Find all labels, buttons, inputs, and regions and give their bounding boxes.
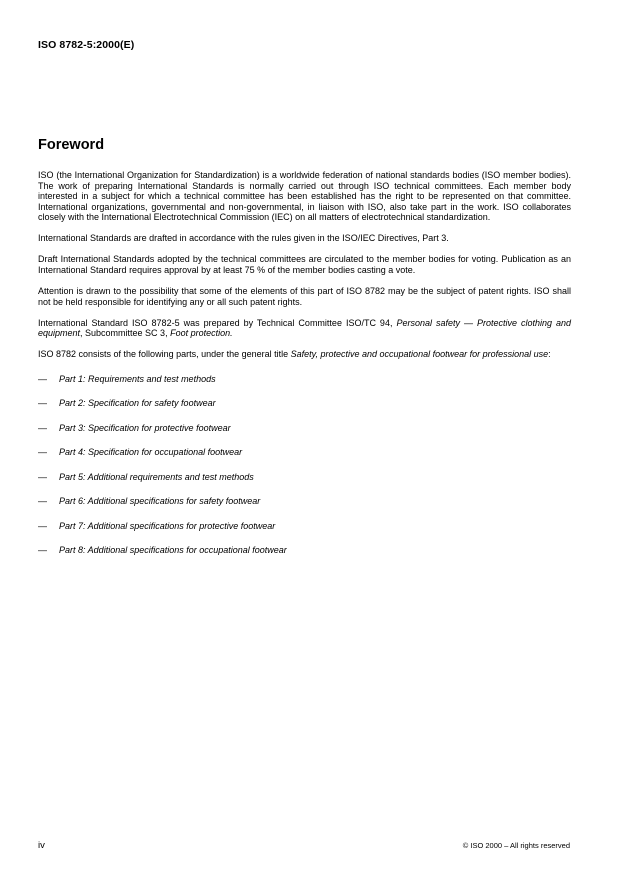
list-item: [38, 472, 571, 483]
parts-list: [38, 374, 571, 556]
part-label: Part 7: Additional specifications for protective footwear: [59, 520, 276, 531]
part-label: Part 4: Specification for occupational footwear: [59, 447, 243, 458]
page-number: iv: [38, 840, 45, 851]
list-item: [38, 447, 571, 458]
list-item: [38, 398, 571, 409]
paragraph-parts-intro: [38, 349, 571, 360]
list-item: [38, 374, 571, 385]
part-label: Part 8: Additional specifications for occupational footwear: [59, 545, 287, 556]
list-dash: —: [38, 545, 47, 556]
paragraph-prepared-by: [38, 318, 571, 339]
parts-intro-text: ISO 8782 consists of the following parts, under the general title: [38, 349, 291, 360]
copyright-notice: © ISO 2000 – All rights reserved: [462, 841, 570, 850]
list-dash: —: [38, 373, 47, 384]
document-id: ISO 8782-5:2000(E): [38, 39, 135, 51]
part-label: Part 3: Specification for protective footwear: [59, 422, 231, 433]
committee-title: Personal safety — Protective clothing and equipment: [38, 317, 572, 339]
list-dash: —: [38, 447, 47, 458]
paragraph-directives: International Standards are drafted in accordance with the rules given in the ISO/IEC Directives, Part 3.: [38, 233, 449, 244]
part-label: Part 6: Additional specifications for safety footwear: [59, 496, 261, 507]
parts-intro-colon: :: [548, 349, 551, 360]
subcommittee-text: , Subcommittee SC 3,: [80, 328, 171, 339]
subcommittee-title: Foot protection.: [170, 328, 233, 339]
list-dash: —: [38, 398, 47, 409]
list-item: [38, 545, 571, 556]
list-dash: —: [38, 422, 47, 433]
list-item: [38, 521, 571, 532]
part-label: Part 2: Specification for safety footwear: [59, 398, 216, 409]
list-item: [38, 423, 571, 434]
prepared-by-text: International Standard ISO 8782-5 was prepared by Technical Committee ISO/TC 94,: [38, 317, 397, 328]
list-dash: —: [38, 496, 47, 507]
list-dash: —: [38, 520, 47, 531]
general-title: Safety, protective and occupational footwear for professional use: [290, 349, 549, 360]
paragraph-patent: Attention is drawn to the possibility that some of the elements of this part of ISO 8782 may be the subject of patent rights. ISO shall not be held responsible for identifying any or all such patent rights.: [38, 285, 571, 307]
foreword-body: [38, 170, 571, 570]
list-item: [38, 496, 571, 507]
part-label: Part 1: Requirements and test methods: [59, 373, 216, 384]
section-title: Foreword: [38, 137, 105, 153]
list-dash: —: [38, 471, 47, 482]
paragraph-iso-intro: ISO (the International Organization for Standardization) is a worldwide federation of national standards bodies (ISO member bodies). The work of preparing International Standards is normally carried out through ISO technical committees. Each member body interested in a subject for which a technical committee has been established has the right to be represented on that committee. International organizations, governmental and non-governmental, in liaison with ISO, also take part in the work. ISO collaborates closely with the International Electrotechnical Commission (IEC) on all matters of electrotechnical standardization.: [38, 170, 571, 223]
paragraph-voting: Draft International Standards adopted by the technical committees are circulated to the member bodies for voting. Publication as an International Standard requires approval by at least 75 % of the member bodies casting a vote.: [38, 254, 571, 275]
part-label: Part 5: Additional requirements and test methods: [59, 471, 254, 482]
